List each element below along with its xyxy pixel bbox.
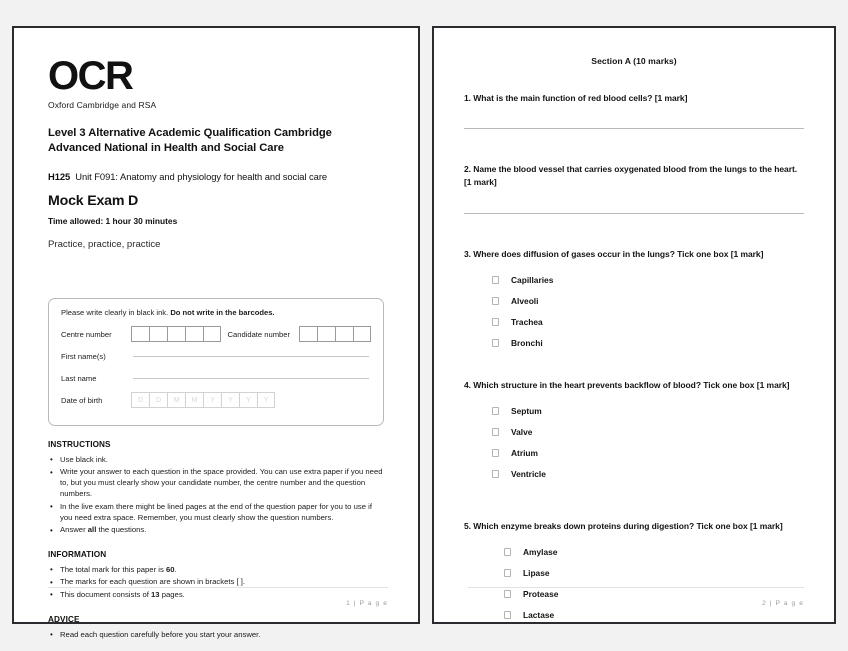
unit-line xyxy=(48,171,384,182)
option-label: Septum xyxy=(511,405,542,416)
candidate-number-label: Candidate number xyxy=(227,329,290,339)
option-row[interactable] xyxy=(492,275,804,285)
checkbox-icon[interactable] xyxy=(492,428,499,436)
bullet-text-tail: the questions. xyxy=(96,525,147,535)
last-name-label: Last name xyxy=(61,373,97,383)
bullet-item xyxy=(48,455,384,466)
date-of-birth-input[interactable] xyxy=(131,392,275,408)
bullet-item xyxy=(48,565,384,576)
input-cell[interactable] xyxy=(131,326,149,342)
exam-title: Mock Exam D xyxy=(48,192,139,209)
date-of-birth-label: Date of birth xyxy=(61,395,103,405)
bullet-text-tail: . xyxy=(174,564,177,574)
option-label: Alveoli xyxy=(511,295,539,306)
option-label: Bronchi xyxy=(511,337,543,348)
bullet-item xyxy=(48,467,384,500)
bullet-emphasis: 60 xyxy=(165,564,175,574)
bullet-text: The total mark for this paper is xyxy=(60,564,166,574)
input-cell[interactable] xyxy=(167,326,185,342)
option-row[interactable] xyxy=(492,406,804,416)
time-allowed: Time allowed: 1 hour 30 minutes xyxy=(48,215,178,226)
questions-container xyxy=(464,92,804,651)
bullet-text-tail: pages. xyxy=(159,589,185,599)
question-block xyxy=(464,163,804,247)
question-block xyxy=(464,248,804,379)
centre-number-label: Centre number xyxy=(61,329,112,339)
exam-paper-page-1 xyxy=(12,26,420,639)
last-name-input[interactable] xyxy=(133,378,369,379)
checkbox-icon[interactable] xyxy=(492,339,499,347)
option-label: Amylase xyxy=(523,547,558,558)
checkbox-icon[interactable] xyxy=(492,318,499,326)
input-cell[interactable] xyxy=(317,326,335,342)
bullet-item xyxy=(48,630,384,641)
checkbox-icon[interactable] xyxy=(504,611,511,619)
bullet-emphasis: all xyxy=(87,525,97,535)
input-cell[interactable]: M xyxy=(185,392,203,408)
input-cell[interactable]: Y xyxy=(203,392,221,408)
checkbox-icon[interactable] xyxy=(504,569,511,577)
question-text: 2. Name the blood vessel that carries oxygenated blood from the lungs to the heart. [1 mark] xyxy=(464,164,798,188)
bullet-text: This document consists of xyxy=(60,589,152,599)
exam-paper-page-2 xyxy=(432,26,836,624)
option-label: Protease xyxy=(523,589,559,600)
input-cell[interactable]: Y xyxy=(221,392,239,408)
input-cell[interactable]: M xyxy=(167,392,185,408)
question-text: 5. Which enzyme breaks down proteins during digestion? Tick one box [1 mark] xyxy=(464,520,783,531)
question-text: 1. What is the main function of red blood cells? [1 mark] xyxy=(464,93,688,103)
checkbox-icon[interactable] xyxy=(492,297,499,305)
option-row[interactable] xyxy=(492,296,804,306)
input-cell[interactable]: Y xyxy=(239,392,257,408)
option-label: Ventricle xyxy=(511,468,546,479)
spacer xyxy=(464,359,804,379)
question-block xyxy=(464,92,804,163)
ocr-tagline: Oxford Cambridge and RSA xyxy=(48,100,157,110)
question-text: 3. Where does diffusion of gases occur in the lungs? Tick one box [1 mark] xyxy=(464,248,764,259)
option-row[interactable] xyxy=(492,338,804,348)
centre-number-input[interactable] xyxy=(131,326,221,342)
option-list xyxy=(464,406,804,479)
question-block xyxy=(464,520,804,651)
option-label: Capillaries xyxy=(511,274,554,285)
advice-heading: ADVICE xyxy=(48,614,80,624)
instructions-heading: INSTRUCTIONS xyxy=(48,439,111,449)
first-names-label: First name(s) xyxy=(61,351,106,361)
checkbox-icon[interactable] xyxy=(492,407,499,415)
form-note-bold: Do not write in the barcodes. xyxy=(170,307,275,317)
option-row[interactable] xyxy=(492,469,804,479)
option-row[interactable] xyxy=(504,547,804,557)
bullet-item xyxy=(48,525,384,536)
advice-list xyxy=(48,630,384,641)
date-of-birth-row xyxy=(61,392,371,409)
form-instruction-note xyxy=(61,308,371,317)
question-text: 4. Which structure in the heart prevents backflow of blood? Tick one box [1 mark] xyxy=(464,379,790,390)
practice-note: Practice, practice, practice xyxy=(48,238,161,250)
input-cell[interactable] xyxy=(149,326,167,342)
page-number: 1 | P a g e xyxy=(346,600,388,607)
unit-code: H125 xyxy=(48,170,71,182)
input-cell[interactable]: D xyxy=(131,392,149,408)
option-list xyxy=(464,275,804,348)
checkbox-icon[interactable] xyxy=(492,449,499,457)
input-cell[interactable]: Y xyxy=(257,392,275,408)
input-cell[interactable] xyxy=(203,326,221,342)
unit-title: Unit F091: Anatomy and physiology for health and social care xyxy=(75,170,328,182)
bullet-text: Write your answer to each question in the space provided. You can use extra paper if you need to, but you must clearly show your candidate number, the centre number and the question numbers. xyxy=(60,467,383,499)
option-row[interactable] xyxy=(492,448,804,458)
option-row[interactable] xyxy=(492,317,804,327)
page-2-footer xyxy=(468,587,804,610)
bullet-emphasis: 13 xyxy=(151,589,160,599)
checkbox-icon[interactable] xyxy=(492,276,499,284)
input-cell[interactable] xyxy=(299,326,317,342)
bullet-text: In the live exam there might be lined pages at the end of the question paper for you to use if you need extra space. Remember, you must clearly show the question numbers. xyxy=(60,501,372,522)
bullet-text: The marks for each question are shown in brackets [ ]. xyxy=(60,577,246,587)
bullet-item xyxy=(48,502,384,524)
bullet-text: Read each question carefully before you start your answer. xyxy=(60,629,261,639)
input-cell[interactable] xyxy=(335,326,353,342)
spacer xyxy=(464,490,804,520)
first-names-input[interactable] xyxy=(133,356,369,357)
page-1-footer xyxy=(48,587,388,610)
option-row[interactable] xyxy=(504,610,804,620)
spacer xyxy=(464,631,804,651)
option-row[interactable] xyxy=(504,568,804,578)
centre-candidate-number-row xyxy=(61,326,371,343)
form-note-plain: Please write clearly in black ink. xyxy=(61,307,171,317)
instructions-list xyxy=(48,455,384,536)
spacer xyxy=(464,214,804,248)
section-a-heading: Section A (10 marks) xyxy=(591,56,677,66)
first-names-row xyxy=(61,348,371,365)
option-label: Atrium xyxy=(511,447,538,458)
option-label: Lactase xyxy=(523,610,555,621)
question-block xyxy=(464,379,804,520)
option-label: Valve xyxy=(511,426,533,437)
ocr-logo: OCR xyxy=(48,54,133,98)
bullet-text: Answer xyxy=(60,525,88,535)
information-heading: INFORMATION xyxy=(48,549,107,559)
input-cell[interactable]: D xyxy=(149,392,167,408)
input-cell[interactable] xyxy=(353,326,371,342)
checkbox-icon[interactable] xyxy=(492,470,499,478)
input-cell[interactable] xyxy=(185,326,203,342)
bullet-text: Use black ink. xyxy=(60,454,108,464)
checkbox-icon[interactable] xyxy=(504,548,511,556)
candidate-details-form xyxy=(48,298,384,426)
option-label: Lipase xyxy=(523,568,550,579)
candidate-number-input[interactable] xyxy=(299,326,371,342)
qualification-title: Level 3 Alternative Academic Qualification Cambridge Advanced National in Health and Social Care xyxy=(48,127,332,155)
page-number: 2 | P a g e xyxy=(762,600,804,607)
option-label: Trachea xyxy=(511,316,543,327)
option-row[interactable] xyxy=(492,427,804,437)
last-name-row xyxy=(61,370,371,387)
spacer xyxy=(464,129,804,163)
